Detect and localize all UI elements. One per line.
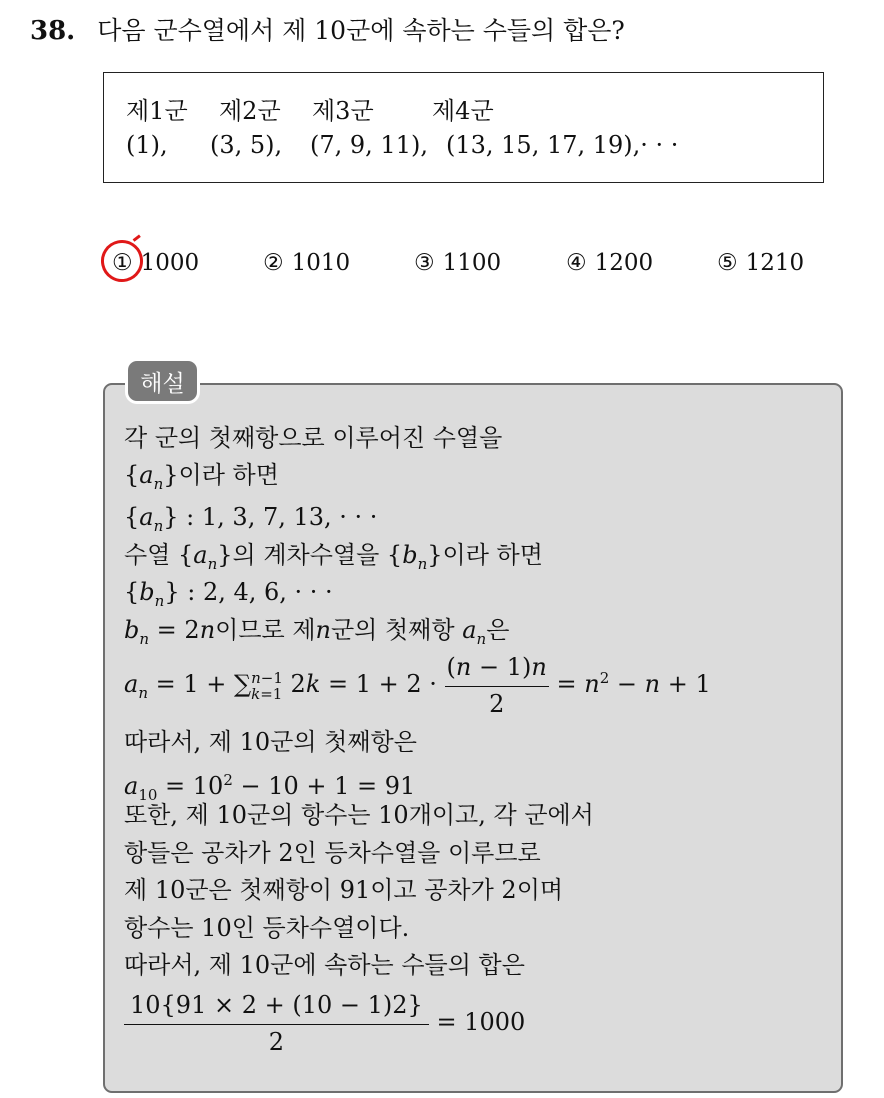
group-label: 제3군 xyxy=(312,97,374,125)
choice-5[interactable] xyxy=(717,250,804,276)
choice-value: 1100 xyxy=(442,250,502,276)
choice-mark: ⑤ xyxy=(717,250,738,276)
solution-line: 제 10군은 첫째항이 91이고 공차가 2이며 xyxy=(124,876,564,904)
choice-value: 1000 xyxy=(140,250,200,276)
choice-mark: ④ xyxy=(566,250,587,276)
solution-line: $\{a_n\}$이라 하면 xyxy=(124,461,279,493)
group-label: 제2군 xyxy=(219,97,281,125)
question-number: 38. xyxy=(30,16,76,46)
solution-line: $\{b_n\}$ : 2, 4, 6, · · · xyxy=(124,578,333,610)
final-result: = 1000 xyxy=(436,1008,526,1036)
choice-mark: ③ xyxy=(414,250,435,276)
question-text: 다음 군수열에서 제 10군에 속하는 수들의 합은? xyxy=(97,16,625,45)
solution-line: 따라서, 제 10군의 첫째항은 xyxy=(124,728,417,756)
choice-value: 1200 xyxy=(594,250,654,276)
final-numerator: 10{91 × 2 + (10 − 1)2} xyxy=(124,990,429,1025)
group-label: 제1군 xyxy=(126,97,188,125)
solution-line: $\{a_n\}$ : 1, 3, 7, 13, · · · xyxy=(124,503,378,535)
sequence-box xyxy=(103,72,824,183)
choice-value: 1210 xyxy=(745,250,805,276)
solution-line: 수열 $\{a_n\}$의 계차수열을 $\{b_n\}$이라 하면 xyxy=(124,541,543,573)
question-header xyxy=(30,14,625,48)
choice-3[interactable] xyxy=(414,250,501,276)
solution-line: 따라서, 제 10군에 속하는 수들의 합은 xyxy=(124,951,525,979)
group-value: (1), xyxy=(126,131,168,159)
choice-4[interactable] xyxy=(566,250,653,276)
solution-line: 항수는 10인 등차수열이다. xyxy=(124,914,410,942)
group-value: (13, 15, 17, 19),· · · xyxy=(446,131,679,159)
solution-line: $b_n = 2n$이므로 제n군의 첫째항 $a_n$은 xyxy=(124,616,510,648)
solution-final-formula xyxy=(124,990,525,1057)
solution-line: $a_{10} = 10^2 - 10 + 1 = 91$ xyxy=(124,771,416,804)
solution-tag: 해설 xyxy=(128,361,197,401)
group-value: (7, 9, 11), xyxy=(310,131,428,159)
group-label: 제4군 xyxy=(432,97,494,125)
choice-mark: ② xyxy=(263,250,284,276)
choice-value: 1010 xyxy=(291,250,351,276)
solution-line-formula: $a_n = 1$ + ∑ n−1 k=1 2k = 1 + 2 · $\frac{(n - 1)n}{2}$ = $n^2 - n + 1$ xyxy=(124,653,711,718)
final-denominator: 2 xyxy=(268,1028,285,1056)
choice-mark: ① xyxy=(112,250,133,276)
solution-line: 항들은 공차가 2인 등차수열을 이루므로 xyxy=(124,839,541,867)
group-value: (3, 5), xyxy=(210,131,283,159)
choice-2[interactable] xyxy=(263,250,350,276)
solution-line: 또한, 제 10군의 항수는 10개이고, 각 군에서 xyxy=(124,801,594,829)
solution-line: 각 군의 첫째항으로 이루어진 수열을 xyxy=(124,424,503,452)
